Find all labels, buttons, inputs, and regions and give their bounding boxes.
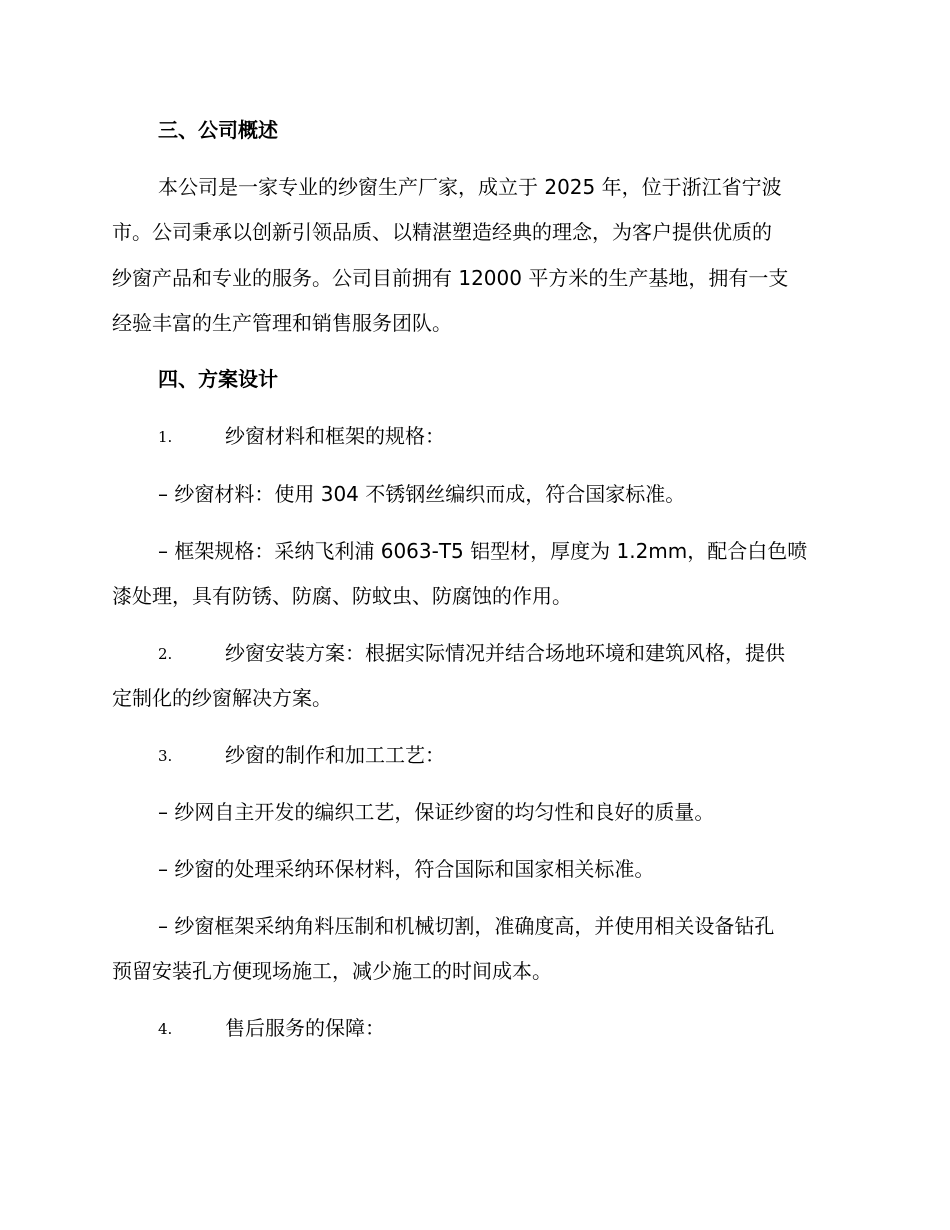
list-item-title: 纱窗材料和框架的规格： (225, 424, 445, 448)
bullet-line: – 框架规格：采纳飞利浦 6063-T5 铝型材，厚度为 1.2mm，配合白色喷 (158, 539, 808, 563)
bullet-continuation: 漆处理，具有防锈、防腐、防蚊虫、防腐蚀的作用。 (112, 584, 572, 608)
bullet-line: – 纱窗框架采纳角料压制和机械切割，准确度高，并使用相关设备钻孔 (158, 914, 775, 938)
list-number: 3. (158, 747, 173, 765)
paragraph-line: 市。公司秉承以创新引领品质、以精湛塑造经典的理念，为客户提供优质的 (112, 220, 772, 244)
paragraph-line: 本公司是一家专业的纱窗生产厂家，成立于 2025 年，位于浙江省宁波 (158, 175, 782, 199)
bullet-continuation: 预留安装孔方便现场施工，减少施工的时间成本。 (112, 959, 552, 983)
list-item-continuation: 定制化的纱窗解决方案。 (112, 686, 332, 710)
list-number: 4. (158, 1020, 173, 1038)
list-item-title: 售后服务的保障： (225, 1016, 385, 1040)
paragraph-line: 经验丰富的生产管理和销售服务团队。 (112, 311, 452, 335)
bullet-line: – 纱网自主开发的编织工艺，保证纱窗的均匀性和良好的质量。 (158, 800, 715, 824)
section-heading-plan-design: 四、方案设计 (158, 367, 278, 391)
list-number: 2. (158, 645, 173, 663)
list-number: 1. (158, 428, 173, 446)
bullet-line: – 纱窗材料：使用 304 不锈钢丝编织而成，符合国家标准。 (158, 482, 686, 506)
bullet-line: – 纱窗的处理采纳环保材料，符合国际和国家相关标准。 (158, 857, 655, 881)
list-item-title: 纱窗安装方案：根据实际情况并结合场地环境和建筑风格，提供 (225, 641, 785, 665)
section-heading-company-overview: 三、公司概述 (158, 118, 278, 142)
paragraph-line: 纱窗产品和专业的服务。公司目前拥有 12000 平方米的生产基地，拥有一支 (112, 266, 789, 290)
list-item-title: 纱窗的制作和加工工艺： (225, 743, 445, 767)
